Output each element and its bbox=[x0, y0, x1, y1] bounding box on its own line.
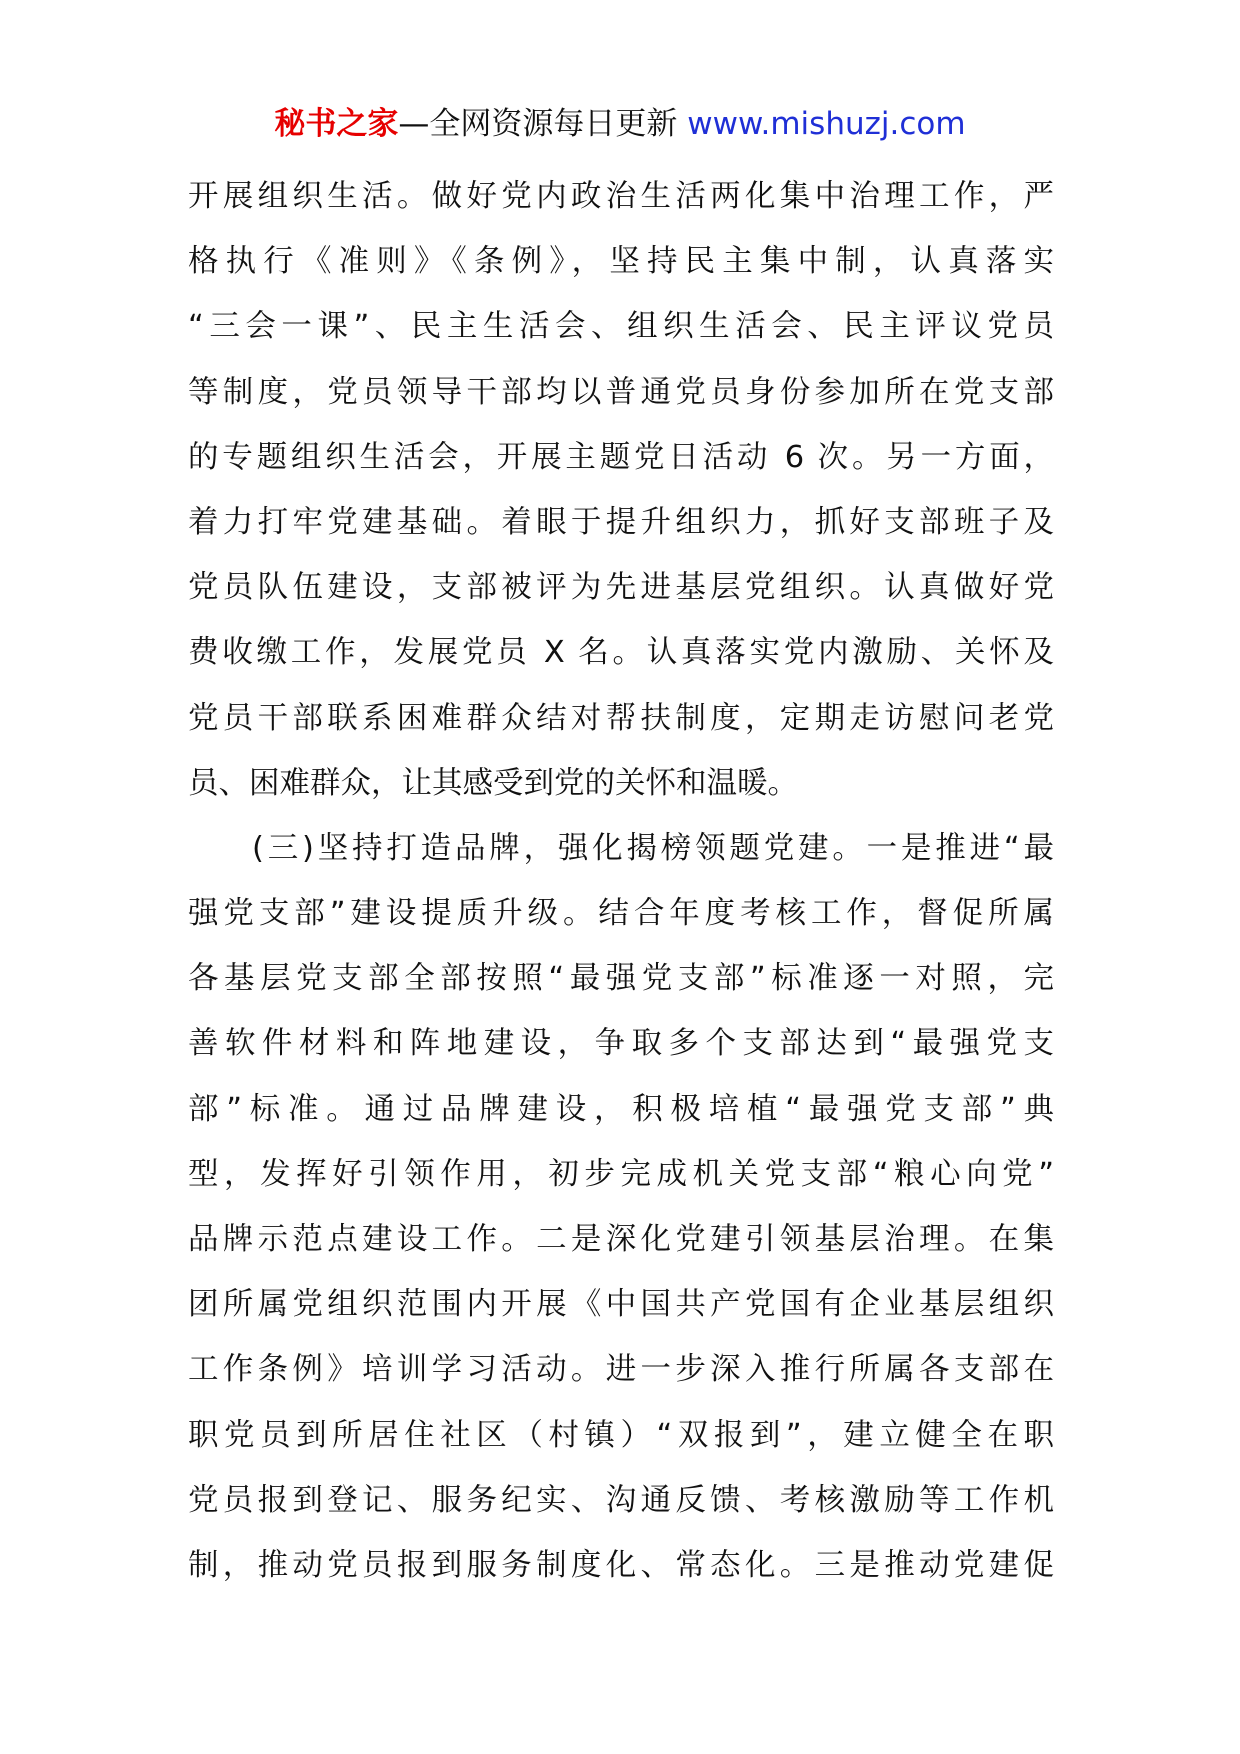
text-line: (三)坚持打造品牌，强化揭榜领题党建。一是推进“最 bbox=[252, 830, 1054, 866]
text-line: 型，发挥好引领作用，初步完成机关党支部“粮心向党” bbox=[188, 1156, 1054, 1192]
text-line: 工作条例》培训学习活动。进一步深入推行所属各支部在 bbox=[188, 1352, 1054, 1388]
text-line: 职党员到所居住社区（村镇）“双报到”，建立健全在职 bbox=[188, 1417, 1054, 1453]
text-line: 制，推动党员报到服务制度化、常态化。三是推动党建促 bbox=[188, 1547, 1054, 1583]
text-line: 强党支部”建设提质升级。结合年度考核工作，督促所属 bbox=[188, 896, 1054, 932]
text-line: 开展组织生活。做好党内政治生活两化集中治理工作，严 bbox=[188, 179, 1054, 214]
text-line: 等制度，党员领导干部均以普通党员身份参加所在党支部 bbox=[188, 374, 1054, 410]
text-line: 费收缴工作，发展党员 X 名。认真落实党内激励、关怀及 bbox=[188, 635, 1054, 671]
paragraph bbox=[188, 816, 1054, 1598]
text-line: 党员干部联系困难群众结对帮扶制度，定期走访慰问老党 bbox=[188, 700, 1054, 736]
header-tagline: —全网资源每日更新 bbox=[398, 106, 688, 142]
text-line: 格执行《准则》《条例》，坚持民主集中制，认真落实 bbox=[188, 244, 1054, 280]
text-line: 党员队伍建设，支部被评为先进基层党组织。认真做好党 bbox=[188, 570, 1054, 606]
text-line: “三会一课”、民主生活会、组织生活会、民主评议党员 bbox=[188, 309, 1054, 345]
text-line: 各基层党支部全部按照“最强党支部”标准逐一对照，完 bbox=[188, 961, 1054, 997]
site-header bbox=[0, 104, 1240, 144]
text-line: 善软件材料和阵地建设，争取多个支部达到“最强党支 bbox=[188, 1026, 1054, 1062]
text-line: 团所属党组织范围内开展《中国共产党国有企业基层组织 bbox=[188, 1287, 1054, 1323]
text-line: 品牌示范点建设工作。二是深化党建引领基层治理。在集 bbox=[188, 1222, 1054, 1257]
brand-name: 秘书之家 bbox=[274, 106, 399, 142]
text-line: 着力打牢党建基础。着眼于提升组织力，抓好支部班子及 bbox=[188, 504, 1054, 540]
text-line: 部”标准。通过品牌建设，积极培植“最强党支部”典 bbox=[188, 1091, 1054, 1127]
text-line: 的专题组织生活会，开展主题党日活动 6 次。另一方面， bbox=[188, 439, 1054, 475]
paragraph bbox=[188, 164, 1054, 816]
text-line: 员、困难群众，让其感受到党的关怀和温暖。 bbox=[188, 765, 798, 801]
site-url[interactable]: www.mishuzj.com bbox=[687, 106, 966, 142]
document-body bbox=[188, 164, 1054, 1598]
text-line: 党员报到登记、服务纪实、沟通反馈、考核激励等工作机 bbox=[188, 1482, 1054, 1518]
